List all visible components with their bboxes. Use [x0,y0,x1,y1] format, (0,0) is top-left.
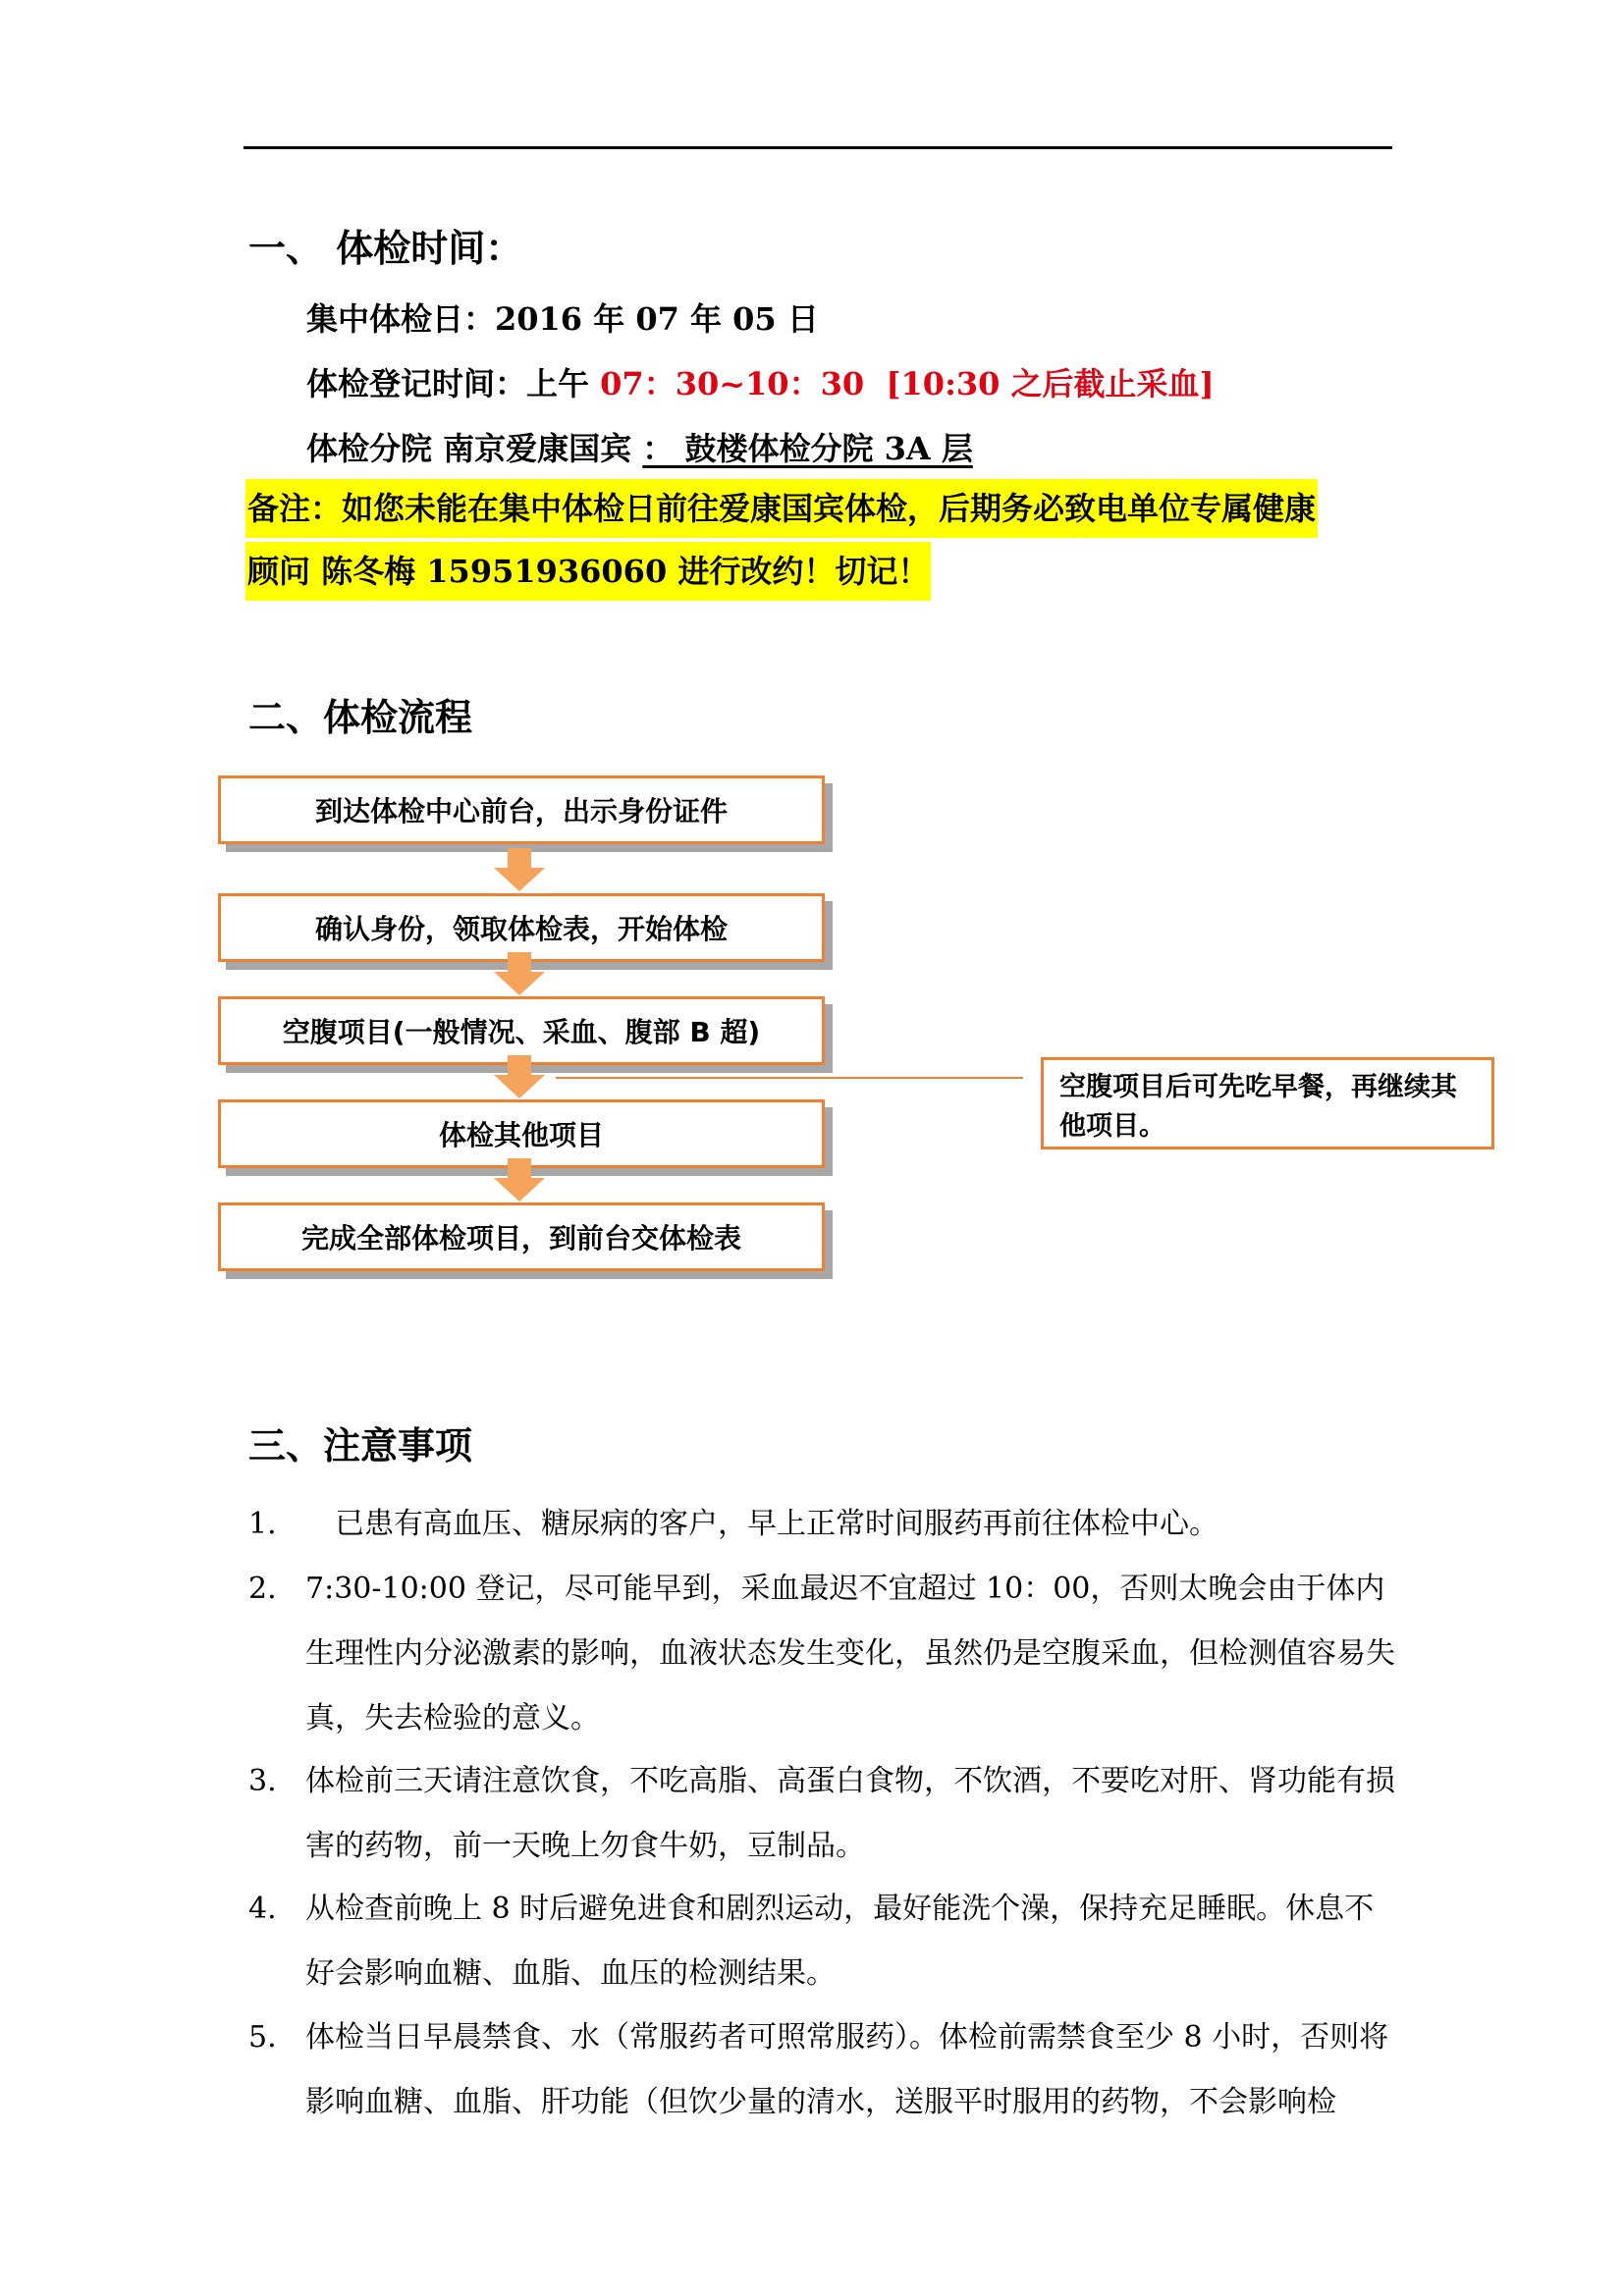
branch-label: 体检分院 南京爱康国宾 [306,430,643,467]
flow-step-1: 到达体检中心前台，出示身份证件 [218,775,825,844]
section3-heading: 三、注意事项 [248,1424,473,1468]
exam-date: 集中体检日：2016 年 07 年 05 日 [306,300,819,338]
top-rule [244,146,1392,149]
flow-step-3: 空腹项目(一般情况、采血、腹部 B 超) [218,996,825,1065]
list-item-text: 体检前三天请注意饮食，不吃高脂、高蛋白食物，不饮酒，不要吃对肝、肾功能有损害的药物，前一天晚上勿食牛奶，豆制品。 [305,1764,1395,1863]
flow-arrow-icon [494,952,545,995]
list-item-text: 7:30-10:00 登记，尽可能早到，采血最迟不宜超过 10：00，否则太晚会由于体内生理性内分泌激素的影响，血液状态发生变化，虽然仍是空腹采血，但检测值容易失真，失去检验的意义。 [305,1572,1395,1735]
list-item-text: 从检查前晚上 8 时后避免进食和剧烈运动，最好能洗个澡，保持充足睡眠。休息不好会影响血糖、血脂、血压的检测结果。 [305,1892,1375,1991]
flow-step-2: 确认身份，领取体检表，开始体检 [218,893,825,962]
registration-label: 体检登记时间：上午 [306,365,601,402]
registration-deadline: [10:30 之后截止采血] [886,365,1215,402]
list-item-number: 3. [248,1764,277,1798]
list-item-text: 已患有高血压、糖尿病的客户，早上正常时间服药再前往体检中心。 [305,1507,1218,1541]
list-item-number: 5. [248,2020,277,2055]
flow-arrow-icon [494,1055,545,1098]
branch-line [306,424,973,469]
registration-hours: 07：30~10：30 [600,365,865,402]
remark-line-2: 顾问 陈冬梅 15951936060 进行改约！切记！ [245,542,931,601]
list-item-number: 4. [248,1892,277,1926]
flow-arrow-icon [494,1158,545,1201]
flow-step-5: 完成全部体检项目，到前台交体检表 [218,1202,825,1271]
registration-time [306,359,1215,404]
flow-arrow-icon [494,848,545,891]
remark-line-1: 备注：如您未能在集中体检日前往爱康国宾体检，后期务必致电单位专属健康 [245,479,1318,538]
note-connector [556,1077,1023,1079]
list-item-number: 2. [248,1572,277,1606]
branch-value: ： 鼓楼体检分院 3A 层 [642,430,973,467]
section2-heading: 二、体检流程 [248,696,473,739]
list-item-text: 体检当日早晨禁食、水（常服药者可照常服药）。体检前需禁食至少 8 小时，否则将影响血糖、血脂、肝功能（但饮少量的清水，送服平时服用的药物，不会影响检 [305,2020,1389,2119]
list-item-number: 1. [248,1507,277,1541]
side-note: 空腹项目后可先吃早餐，再继续其他项目。 [1041,1057,1494,1149]
section1-heading: 一、 体检时间： [248,227,523,270]
flow-step-4: 体检其他项目 [218,1099,825,1168]
